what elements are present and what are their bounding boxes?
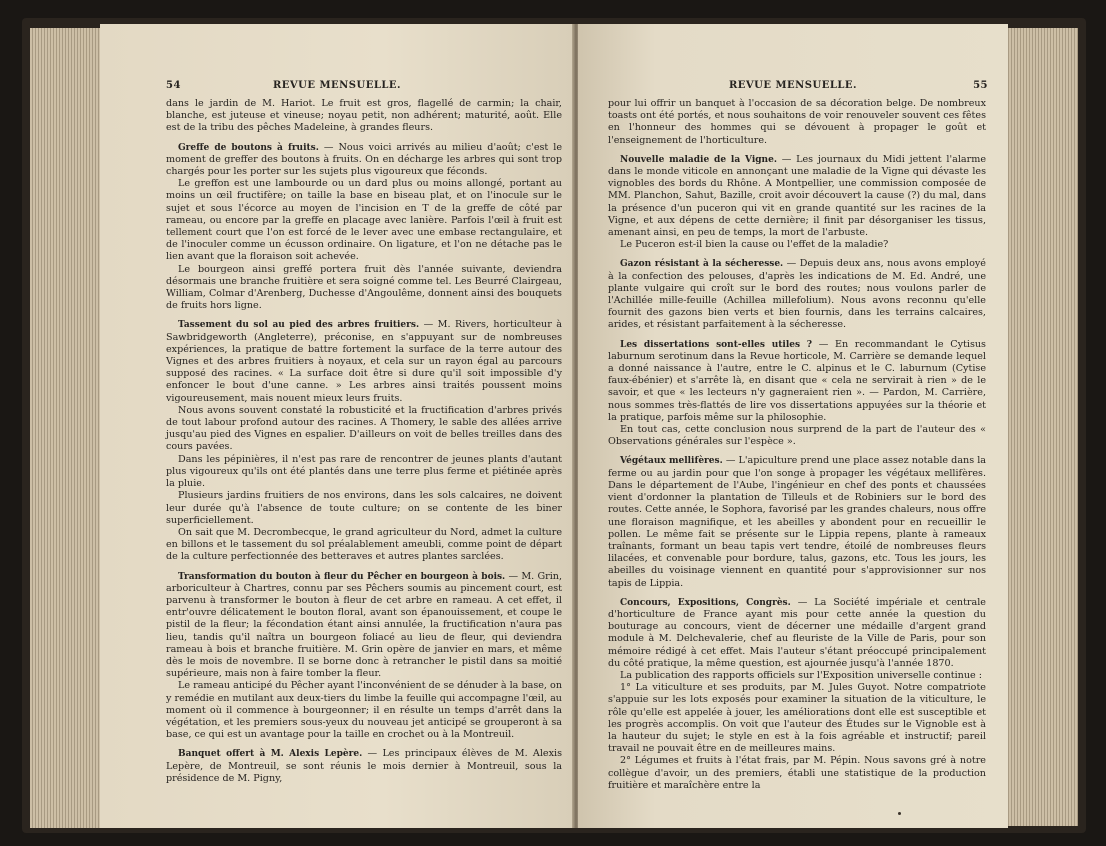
- paragraph: [608, 682, 986, 755]
- paragraph-text: — M. Grin, arboriculteur à Chartres, connu par ses Pêchers soumis au pincement court, est parvenu à transformer le bouton à fleur de cet arbre en rameau. A cet effet, il entr'ouvre délicatement le bouton floral, avant son épanouissement, et coupe le pistil de la fleur; la fécondation étant ainsi annulée, la fructification n'aura pas lieu, tandis qu'il naîtra un bourgeon foliacé au lieu de fleur, qui deviendra rameau à bois et branche fruitière. M. Grin opère de janvier en mars, et même dès le mois de novembre. Il se borne donc à retrancher le pistil dans sa moitié supérieure, mais non à faire tomber la fleur.: [166, 570, 562, 680]
- paragraph-text: pour lui offrir un banquet à l'occasion de sa décoration belge. De nombreux toasts ont été portés, et nous souhaitons de voir renouveler souvent ces fêtes en l'honneur des hommes qui se dévouent à propager le goût et l'enseignement de l'horticulture.: [608, 98, 986, 146]
- paragraph-text: 1° La viticulture et ses produits, par M. Jules Guyot. Notre compatriote s'appuie sur les lots exposés pour examiner la situation de la viticulture, le rôle qu'elle est appelée à jouer, les améliorations dont elle est susceptible et les progrès accomplis. On voit que l'auteur des Études sur le Vignoble est à la hauteur du sujet; le style en est à la fois agréable et instructif; pareil travail ne pouvait être en de meilleures mains.: [608, 682, 986, 755]
- paragraph-text: Le Puceron est-il bien la cause ou l'effet de la maladie?: [620, 239, 889, 251]
- section-heading: Gazon résistant à la sécheresse.: [620, 259, 784, 270]
- article-section: [608, 597, 986, 792]
- paragraph: [608, 339, 986, 424]
- article-section: [166, 319, 562, 563]
- paragraph-text: — En recommandant le Cytisus laburnum serotinum dans la Revue horticole, M. Carrière se demande lequel a donné naissance à l'autre, entre le C. alpinus et le C. laburnum (Cytise faux-ébénier) et s'arrête là, en disant que « cela ne servirait à rien » de le savoir, et que « les lecteurs n'y gagneraient rien ». — Pardon, M. Carrière, nous sommes très-flattés de lire vos dissertations appuyées sur la théorie et la pratique, parfois même sur la philosophie.: [608, 338, 986, 423]
- article-section: [166, 571, 562, 742]
- paragraph: [166, 142, 562, 179]
- paragraph: [608, 597, 986, 670]
- article-section: [166, 98, 562, 135]
- page-speck: [898, 812, 901, 815]
- paragraph: [166, 490, 562, 527]
- right-page: [578, 24, 1008, 828]
- paragraph: [608, 98, 986, 147]
- paragraph: [166, 454, 562, 491]
- paragraph: [166, 178, 562, 263]
- paragraph: [166, 571, 562, 681]
- paragraph: [608, 424, 986, 448]
- article-section: [166, 142, 562, 313]
- paragraph-text: — L'apiculture prend une place assez notable dans la ferme ou au jardin pour que l'on songe à propager les végétaux mellifères. Dans le département de l'Aube, l'ingénieur en chef des ponts et chaussées vient d'ordonner la plantation de Tilleuls et de Robiniers sur le bord des routes. Cette année, le Sophora, favorisé par les grandes chaleurs, nous offre une floraison magnifique, et les abeilles y abondent pour en recueillir le pollen. Le même fait se présente sur le Lippia repens, plante à rameaux traînants, formant un beau tapis vert tendre, étoilé de nombreuses fleurs lilacées, et convenable pour bordure, talus, gazons, etc. Tous les jours, les abeilles du voisinage viennent en quantité pour s'approvisionner sur nos tapis de Lippia.: [608, 455, 986, 589]
- paragraph: [608, 755, 986, 792]
- section-heading: Greffe de boutons à fruits.: [178, 142, 319, 153]
- paragraph: [166, 680, 562, 741]
- paragraph-text: Le rameau anticipé du Pêcher ayant l'inconvénient de se dénuder à la base, on y remédie en mutilant aux deux-tiers du limbe la feuille qui accompagne l'œil, au moment où il commence à bourgeonner; il en résulte un temps d'arrêt dans la végétation, et les premiers sous-yeux du nouveau jet anticipé se grouperont à sa base, ce qui est un avantage pour la taille en crochet ou à la Montreuil.: [166, 680, 562, 741]
- paragraph-text: — Nous voici arrivés au milieu d'août; c'est le moment de greffer des boutons à fruits. On en décharge les arbres qui sont trop chargés pour les porter sur les sujets plus vigoureux que féconds.: [166, 141, 562, 178]
- paragraph-text: On sait que M. Decrombecque, le grand agriculteur du Nord, admet la culture en billons et le tassement du sol préalablement ameubli, comme point de départ de la culture perfectionnée des betteraves et autres plantes sarclées.: [166, 526, 562, 563]
- right-page-number: 55: [973, 80, 988, 91]
- paragraph: [166, 405, 562, 454]
- article-section: [166, 748, 562, 785]
- article-section: [608, 154, 986, 252]
- section-heading: Nouvelle maladie de la Vigne.: [620, 154, 777, 165]
- section-heading: Banquet offert à M. Alexis Lepère.: [178, 749, 363, 760]
- article-section: [608, 339, 986, 449]
- paragraph-text: En tout cas, cette conclusion nous surprend de la part de l'auteur des « Observations générales sur l'espèce ».: [608, 424, 986, 448]
- paragraph: [608, 258, 986, 331]
- section-heading: Végétaux mellifères.: [620, 456, 723, 467]
- paragraph-text: dans le jardin de M. Hariot. Le fruit est gros, flagellé de carmin; la chair, blanche, est juteuse et vineuse; noyau petit, non adhérent; maturité, août. Elle est de la tribu des pêches Madeleine, à grandes fleurs.: [166, 98, 562, 134]
- paragraph: [166, 319, 562, 404]
- paragraph-text: — La Société impériale et centrale d'horticulture de France ayant mis pour cette année la question du bouturage au concours, vient de décerner une médaille d'argent grand module à M. Delchevalerie, chef au fleuriste de la Ville de Paris, pour son mémoire rédigé à cet effet. Mais l'auteur s'étant préoccupé principalement du côté pratique, la même question, est ajournée jusqu'à l'année 1870.: [608, 596, 986, 669]
- article-section: [608, 258, 986, 331]
- paragraph: [166, 98, 562, 135]
- paragraph-text: — Depuis deux ans, nous avons employé à la confection des pelouses, d'après les indications de M. Ed. André, une plante vulgaire qui croît sur le bord des routes; nous voulons parler de l'Achillée mille-feuille (Achillea millefolium). Nous avons reconnu qu'elle fournit des gazons bien verts et bien fournis, dans les terrains calcaires, arides, et résistant parfaitement à la sécheresse.: [608, 258, 986, 331]
- paragraph-text: — Les principaux élèves de M. Alexis Lepère, de Montreuil, se sont réunis le mois dernier à Montreuil, sous la présidence de M. Pigny,: [166, 748, 562, 784]
- left-page-number: 54: [166, 80, 181, 91]
- article-section: [608, 455, 986, 589]
- left-running-title: REVUE MENSUELLE.: [272, 80, 402, 91]
- left-page-edges: [30, 28, 104, 828]
- paragraph: [166, 748, 562, 785]
- right-page-edges: [1008, 28, 1078, 826]
- right-running-title: REVUE MENSUELLE.: [728, 80, 858, 91]
- paragraph-text: La publication des rapports officiels sur l'Exposition universelle continue :: [620, 669, 982, 681]
- paragraph: [608, 239, 986, 251]
- paragraph-text: Plusieurs jardins fruitiers de nos environs, dans les sols calcaires, ne doivent leur durée qu'à l'absence de toute culture; on se contente de les biner superficiellement.: [166, 490, 562, 526]
- paragraph-text: — M. Rivers, horticulteur à Sawbridgeworth (Angleterre), préconise, en s'appuyant sur de nombreuses expériences, la pratique de battre fortement la surface de la terre autour des Vignes et des arbres fruitiers à noyaux, et cela sur un rayon égal au parcours supposé des racines. « La surface doit être si dure qu'il soit impossible d'y enfoncer le bout d'une canne. » Les arbres ainsi traités poussent moins vigoureusement, mais nouent mieux leurs fruits.: [166, 319, 562, 404]
- paragraph: [608, 154, 986, 239]
- left-text-column: [166, 98, 562, 785]
- paragraph: [608, 455, 986, 589]
- left-page: [100, 24, 574, 828]
- paragraph-text: Le greffon est une lambourde ou un dard plus ou moins allongé, portant au moins un œil fructifère; on taille la base en biseau plat, et on l'inocule sur le sujet et sous l'écorce au moyen de l'incision en T de la greffe de côté par rameau, ou encore par la greffe en placage avec lanière. Parfois l'œil à fruit est tellement court que l'on est forcé de le lever avec une embase rectangulaire, et de l'inoculer comme un écusson ordinaire. On ligature, et l'on ne détache pas le lien avant que la floraison soit achevée.: [166, 178, 562, 263]
- right-text-column: [608, 98, 986, 792]
- paragraph: [608, 670, 986, 682]
- paragraph: [166, 264, 562, 313]
- article-section: [608, 98, 986, 147]
- paragraph-text: Le bourgeon ainsi greffé portera fruit dès l'année suivante, deviendra désormais une branche fruitière et sera soigné comme tel. Les Beurré Clairgeau, William, Colmar d'Arenberg, Duchesse d'Angoulême, donnent ainsi des bouquets de fruits hors ligne.: [166, 263, 562, 312]
- section-heading: Concours, Expositions, Congrès.: [620, 597, 791, 608]
- paragraph-text: — Les journaux du Midi jettent l'alarme dans le monde viticole en annonçant une maladie de la Vigne qui dévaste les vignobles des bords du Rhône. A Montpellier, une commission composée de MM. Planchon, Sahut, Bazille, croit avoir découvert la cause (?) du mal, dans la présence d'un puceron qui vit en grande quantité sur les racines de la Vigne, et aux dépens de cette dernière; il finit par désorganiser les tissus, amenant ainsi, en peu de temps, la mort de l'arbuste.: [608, 153, 987, 239]
- section-heading: Transformation du bouton à fleur du Pêcher en bourgeon à bois.: [178, 571, 506, 582]
- paragraph-text: 2° Légumes et fruits à l'état frais, par M. Pépin. Nous savons gré à notre collègue d'avoir, un des premiers, établi une statistique de la production fruitière et maraîchère entre la: [608, 755, 986, 791]
- paragraph-text: Nous avons souvent constaté la robusticité et la fructification d'arbres privés de tout labour profond autour des racines. A Thomery, le sable des allées arrive jusqu'au pied des Vignes en espalier. D'ailleurs on voit de belles treilles dans des cours pavées.: [166, 404, 562, 453]
- section-heading: Les dissertations sont-elles utiles ?: [620, 339, 813, 350]
- paragraph-text: Dans les pépinières, il n'est pas rare de rencontrer de jeunes plants d'autant plus vigoureux qu'ils ont été plantés dans une terre plus ferme et piétinée après la pluie.: [166, 453, 562, 490]
- section-heading: Tassement du sol au pied des arbres fruitiers.: [178, 320, 420, 331]
- paragraph: [166, 527, 562, 564]
